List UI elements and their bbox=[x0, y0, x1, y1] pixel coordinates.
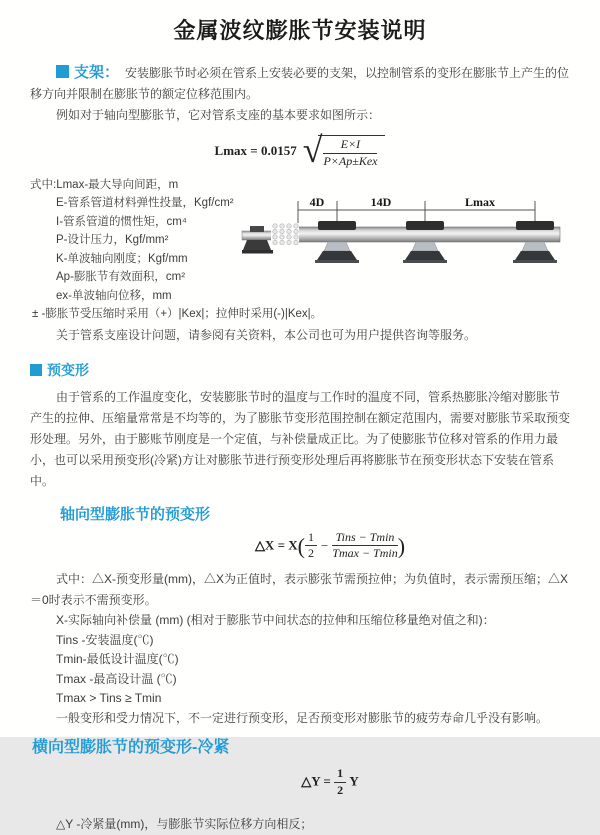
predeform-section-heading-row bbox=[30, 360, 570, 381]
definition-item: P-设计压力，Kgf/mm² bbox=[56, 234, 169, 247]
axial-line: Tins -安装温度(℃) bbox=[56, 632, 154, 647]
formula-dy-lhs: △Y = bbox=[301, 773, 331, 789]
support-intro-text: 安装膨胀节时必须在管系上安装必要的支架，以控制管系的变形在膨胀节上产生的位移方向并限制在膨胀节的额定位移范围内。 bbox=[30, 66, 570, 101]
support-note: 关于管系支座设计问题，请参阅有关资料，本公司也可为用户提供咨询等服务。 bbox=[56, 327, 477, 342]
definition-item: E-管系管道材料弹性投量，Kgf/cm² bbox=[56, 197, 234, 210]
formula-lmax-lhs: Lmax = 0.0157 bbox=[214, 142, 297, 158]
axial-line: Tmin-最低设计温度(℃) bbox=[56, 652, 179, 667]
predeform-body: 由于管系的工作温度变化，安装膨胀节时的温度与工作时的温度不同，管系热膨胀冷缩对膨胀节产生的拉伸、压缩量常常是不均等的，为了膨胀节变形范围控制在额定范围内，需要对膨胀节采取预变形处理。另外，由于膨账节刚度是一个定值，与补偿量成正比。为了使膨胀节位移对管系的作用力最小，也可以采用预变形(冷紧)方让对膨胀节进行预变形处理后再将膨胀节在预变形状态下安装在管系中。 bbox=[30, 389, 571, 488]
one-half-fraction: $\frac{1}{2}$ bbox=[305, 531, 317, 562]
lateral-definition-line: △Y -冷紧量(mm)，与膨胀节实际位移方向相反； bbox=[56, 816, 313, 831]
section-marker-icon bbox=[30, 364, 42, 376]
support-section-heading: 支架： bbox=[74, 64, 120, 81]
page-title: 金属波纹膨胀节安装说明 bbox=[173, 18, 427, 43]
support-example-line: 例如对于轴向型膨胀节，它对管系支座的基本要求如图所示： bbox=[56, 108, 381, 122]
one-half-fraction: $\frac{1}{2}$ bbox=[334, 767, 346, 798]
axial-line: Tmax > Tins ≥ Tmin bbox=[56, 691, 162, 706]
pipe-stub bbox=[242, 231, 272, 240]
axial-line: Tmax -最高设计温 (℃) bbox=[56, 671, 177, 686]
axial-subsection-heading: 轴向型膨胀节的预变形 bbox=[60, 505, 211, 523]
formula-dy-rhs: Y bbox=[349, 773, 359, 789]
section-marker-icon bbox=[56, 65, 69, 78]
pipe-support-diagram bbox=[242, 192, 562, 287]
sqrt-radical bbox=[302, 129, 386, 170]
definition-item: ex-单波轴向位移，mm bbox=[56, 289, 172, 302]
axial-line: X-实际轴向补偿量 (mm) (相对于膨胀节中间状态的拉伸和压缩位移量绝对值之和)： bbox=[56, 613, 495, 628]
definition-item: K-单波轴向刚度；Kgf/mm bbox=[56, 252, 188, 265]
dimension-label-lmax: Lmax bbox=[465, 195, 495, 209]
definition-item: I-管系管道的惯性矩，cm⁴ bbox=[56, 215, 187, 228]
axial-variable-lines bbox=[30, 611, 570, 728]
formula-lmax-denominator: P×Ap±Kex bbox=[323, 153, 378, 168]
minus-operator: − bbox=[320, 537, 329, 553]
formula-delta-y bbox=[30, 767, 570, 798]
temperature-fraction: $\frac{\text{Tins − Tmin}}{Tmax - Tmin}$ bbox=[332, 529, 398, 561]
definition-item: Ap-膨胀节有效面积，cm² bbox=[56, 271, 186, 284]
close-paren: ) bbox=[397, 532, 406, 558]
dimension-label-14d: 14D bbox=[370, 195, 392, 209]
formula-lmax-numerator: E×I bbox=[323, 138, 377, 154]
open-paren: ( bbox=[297, 532, 305, 558]
definition-item: 式中:Lmax-最大导向间距，m bbox=[30, 178, 179, 191]
formula-lmax bbox=[30, 129, 570, 170]
bellows-icon bbox=[271, 223, 299, 245]
definition-item: ± -膨胀节受压缩时采用（+）|Kex|；拉伸时采用(-)|Kex|。 bbox=[32, 308, 323, 321]
predeform-section-heading: 预变形 bbox=[47, 361, 89, 378]
dimension-label-4d: 4D bbox=[309, 195, 325, 209]
support-section-intro bbox=[30, 62, 570, 105]
lateral-subsection-heading: 横向型膨胀节的预变形-冷紧 bbox=[32, 739, 230, 757]
formula-dx-lhs: △X = X bbox=[254, 536, 298, 552]
axial-para1: 式中：△X-预变形量(mm)，△X为正值时，表示膨张节需预拉伸；为负值时，表示需预压缩；△X＝0时表示不需预变形。 bbox=[30, 572, 568, 608]
radical-sign-icon: √ bbox=[302, 129, 323, 170]
formula-lmax-fraction bbox=[323, 138, 377, 169]
formula-delta-x bbox=[30, 531, 570, 562]
axial-line: 一般变形和受力情况下，不一定进行预变形，足否预变形对膨胀节的疲劳寿命几乎没有影响。 bbox=[56, 710, 549, 725]
